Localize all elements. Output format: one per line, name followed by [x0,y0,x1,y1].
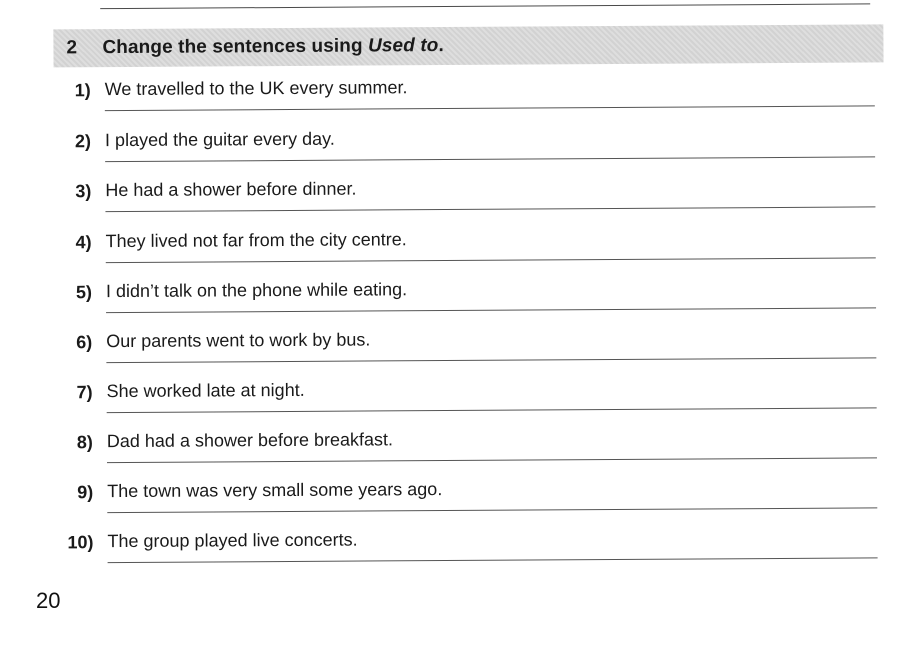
exercise-item [0,277,918,333]
item-sentence: I didn’t talk on the phone while eating. [105,279,408,302]
item-sentence: The group played live concerts. [107,529,358,552]
exercise-number: 2 [66,37,78,59]
answer-line[interactable] [105,105,875,111]
item-sentence: They lived not far from the city centre. [105,229,407,252]
exercise-item [0,377,918,433]
exercise-title-prefix: Change the sentences using [102,35,369,59]
exercise-header [53,24,883,67]
top-answer-line [100,3,870,9]
exercise-title [102,35,443,59]
exercise-item [0,176,918,232]
exercise-title-emphasis: Used to [367,35,439,57]
page-number: 20 [36,588,61,613]
answer-line[interactable] [107,507,877,513]
item-number: 6) [76,332,93,353]
item-number: 5) [75,282,93,303]
answer-line[interactable] [107,407,877,413]
item-number: 9) [77,482,94,503]
exercise-title-suffix: . [438,35,444,57]
item-number: 1) [74,80,91,101]
item-sentence: She worked late at night. [106,379,305,402]
answer-line[interactable] [105,156,875,162]
exercise-item [1,427,918,483]
item-number: 3) [75,181,92,202]
item-sentence: We travelled to the UK every summer. [104,77,408,100]
exercise-item [0,75,917,131]
item-number: 10) [67,532,94,553]
answer-line[interactable] [107,457,877,463]
answer-line[interactable] [106,257,876,263]
answer-line[interactable] [106,357,876,363]
item-number: 7) [76,382,93,403]
item-sentence: I played the guitar every day. [104,128,335,151]
exercise-item [0,126,917,182]
item-number: 4) [75,232,92,253]
exercise-item [1,477,918,533]
item-number: 8) [76,432,93,453]
answer-line[interactable] [106,307,876,313]
item-sentence: Our parents went to work by bus. [106,329,371,352]
item-sentence: The town was very small some years ago. [107,479,443,502]
item-sentence: Dad had a shower before breakfast. [106,429,394,452]
exercise-item [0,227,918,283]
answer-line[interactable] [105,206,875,212]
exercise-item [1,527,918,583]
item-number: 2) [74,131,92,152]
item-sentence: He had a shower before dinner. [105,178,357,201]
answer-line[interactable] [108,557,878,563]
exercise-item [0,327,918,383]
